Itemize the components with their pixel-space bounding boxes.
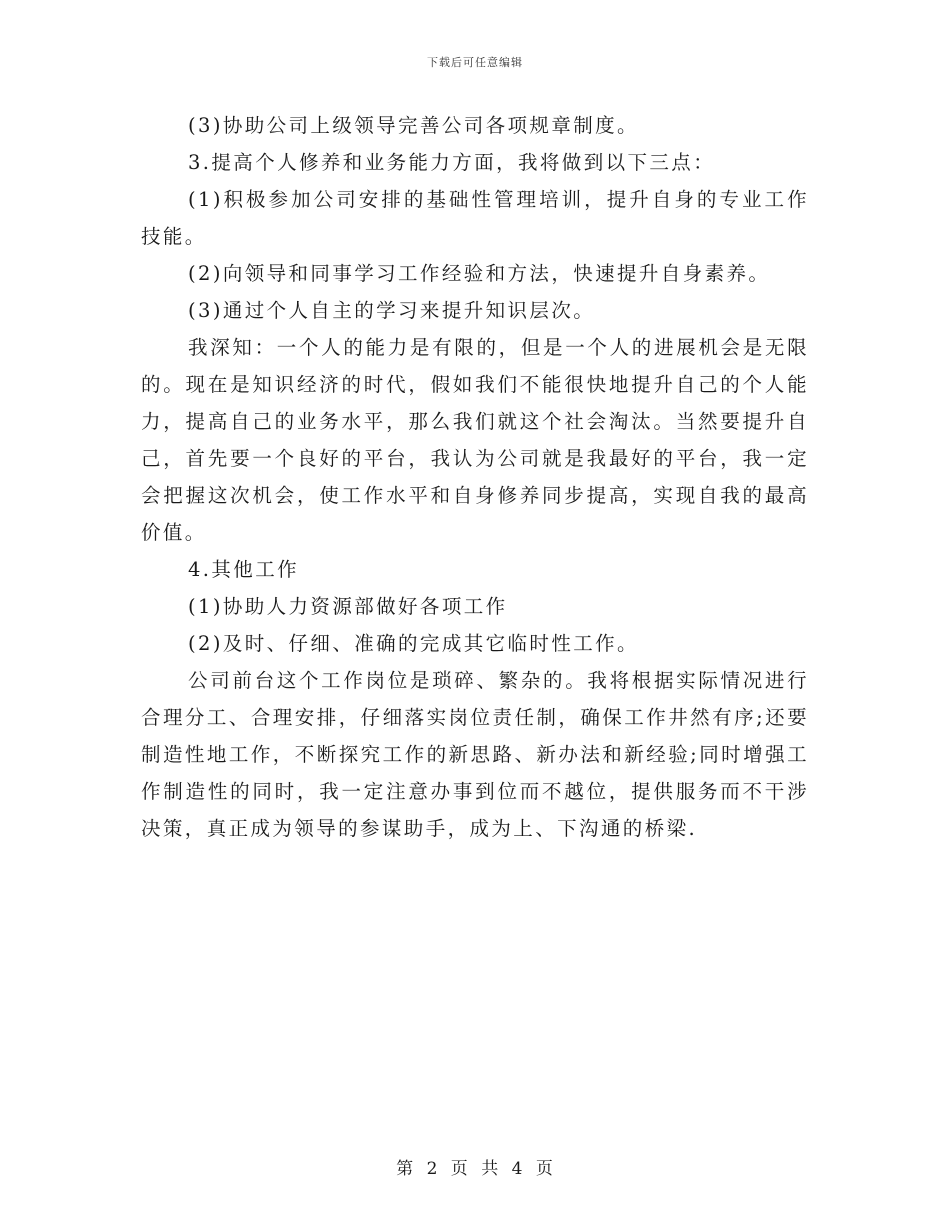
page-number-footer: 第 2 页 共 4 页 xyxy=(396,1159,554,1179)
paragraph-4: (2)向领导和同事学习工作经验和方法，快速提升自身素养。 xyxy=(188,262,771,285)
paragraph-1: (3)协助公司上级领导完善公司各项规章制度。 xyxy=(188,114,639,137)
paragraph-8: (1)协助人力资源部做好各项工作 xyxy=(188,595,508,618)
page-header-note: 下载后可任意编辑 xyxy=(427,56,523,69)
paragraph-9: (2)及时、仔细、准确的完成其它临时性工作。 xyxy=(188,632,639,655)
paragraph-3: (1)积极参加公司安排的基础性管理培训，提升自身的专业工作技能。 xyxy=(141,188,809,248)
paragraph-7: 4.其他工作 xyxy=(188,558,300,581)
paragraph-5: (3)通过个人自主的学习来提升知识层次。 xyxy=(188,299,596,322)
document-body xyxy=(141,107,809,847)
paragraph-6: 我深知：一个人的能力是有限的，但是一个人的进展机会是无限的。现在是知识经济的时代，假如我们不能很快地提升自己的个人能力，提高自己的业务水平，那么我们就这个社会淘汰。当然要提升自己，首先要一个良好的平台，我认为公司就是我最好的平台，我一定会把握这次机会，使工作水平和自身修养同步提高，实现自我的最高价值。 xyxy=(141,336,809,544)
paragraph-10: 公司前台这个工作岗位是琐碎、繁杂的。我将根据实际情况进行合理分工、合理安排，仔细落实岗位责任制，确保工作井然有序;还要制造性地工作，不断探究工作的新思路、新办法和新经验;同时增强工作制造性的同时，我一定注意办事到位而不越位，提供服务而不干涉决策，真正成为领导的参谋助手，成为上、下沟通的桥梁. xyxy=(141,669,809,840)
paragraph-2: 3.提高个人修养和业务能力方面，我将做到以下三点： xyxy=(188,151,716,174)
